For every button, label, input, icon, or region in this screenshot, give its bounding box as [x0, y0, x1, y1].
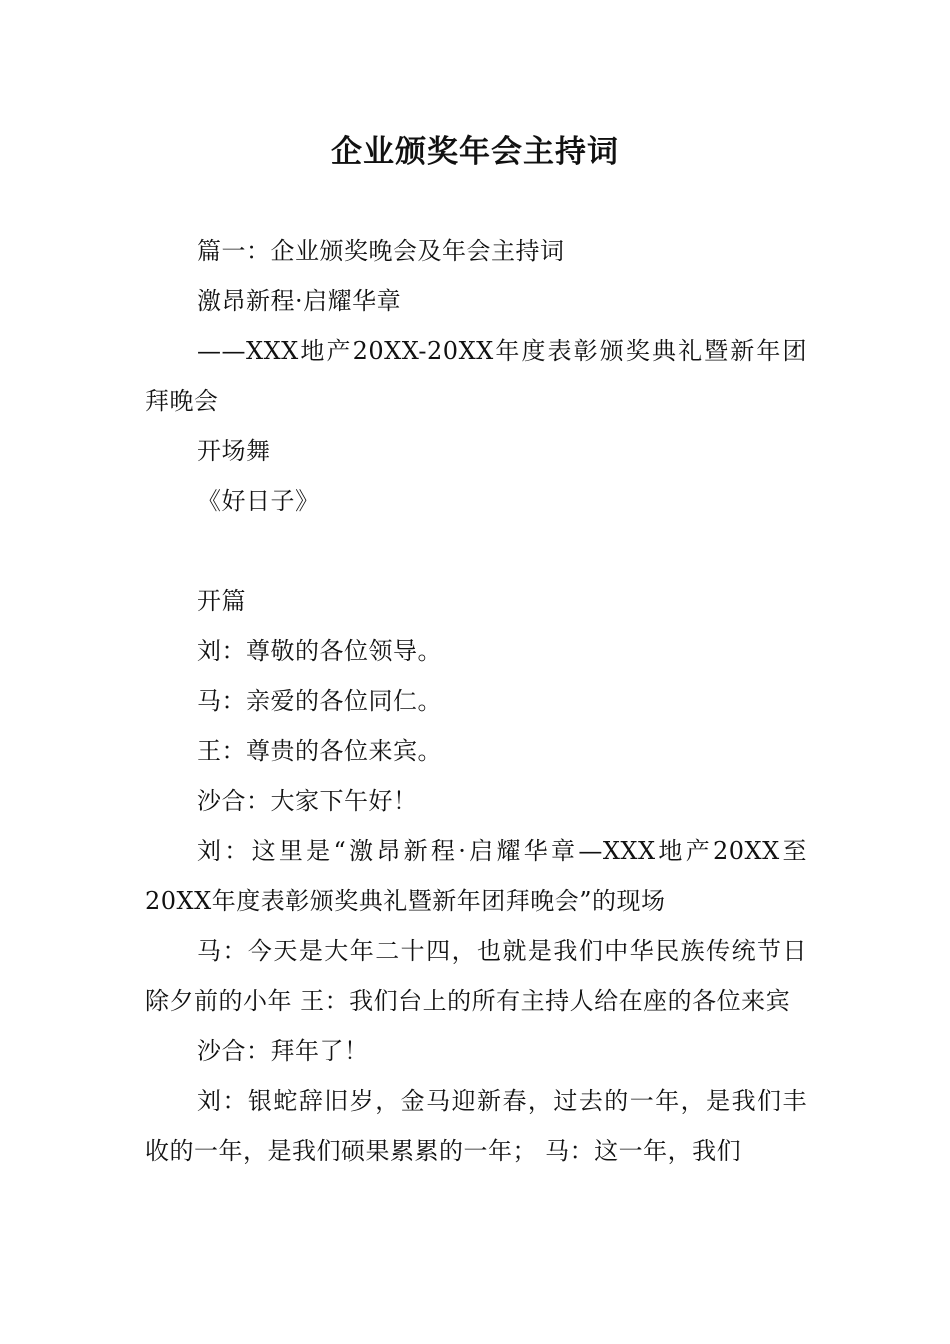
- paragraph-line: 马：亲爱的各位同仁。: [197, 687, 442, 715]
- paragraph-line: 沙合：大家下午好！: [197, 787, 418, 815]
- paragraph-theme: 激昂新程·启耀华章: [197, 287, 402, 315]
- paragraph-song-title: 《好日子》: [197, 487, 320, 515]
- paragraph-line: 王：尊贵的各位来宾。: [197, 737, 442, 765]
- paragraph-line: 刘：银蛇辞旧岁，金马迎新春，过去的一年，是我们丰收的一年，是我们硕果累累的一年； 马：这一年，我们: [145, 1087, 807, 1165]
- paragraph-line: 马：今天是大年二十四，也就是我们中华民族传统节日除夕前的小年 王：我们台上的所有主持人给在座的各位来宾: [145, 937, 807, 1015]
- document-body: [145, 226, 807, 1176]
- paragraph-chapter-heading: 篇一：企业颁奖晚会及年会主持词: [197, 237, 565, 265]
- document-title: 企业颁奖年会主持词: [331, 134, 619, 170]
- paragraph-line: 刘：这里是“激昂新程·启耀华章—XXX地产20XX至20XX年度表彰颁奖典礼暨新年团拜晚会”的现场: [145, 837, 807, 915]
- blank-line: [145, 526, 807, 576]
- paragraph-line: 刘：尊敬的各位领导。: [197, 637, 442, 665]
- paragraph-event-name: ——XXX地产20XX-20XX年度表彰颁奖典礼暨新年团拜晚会: [145, 337, 807, 415]
- paragraph-opening-dance: 开场舞: [197, 437, 271, 465]
- paragraph-line: 沙合：拜年了！: [197, 1037, 369, 1065]
- paragraph-opening: 开篇: [197, 587, 246, 615]
